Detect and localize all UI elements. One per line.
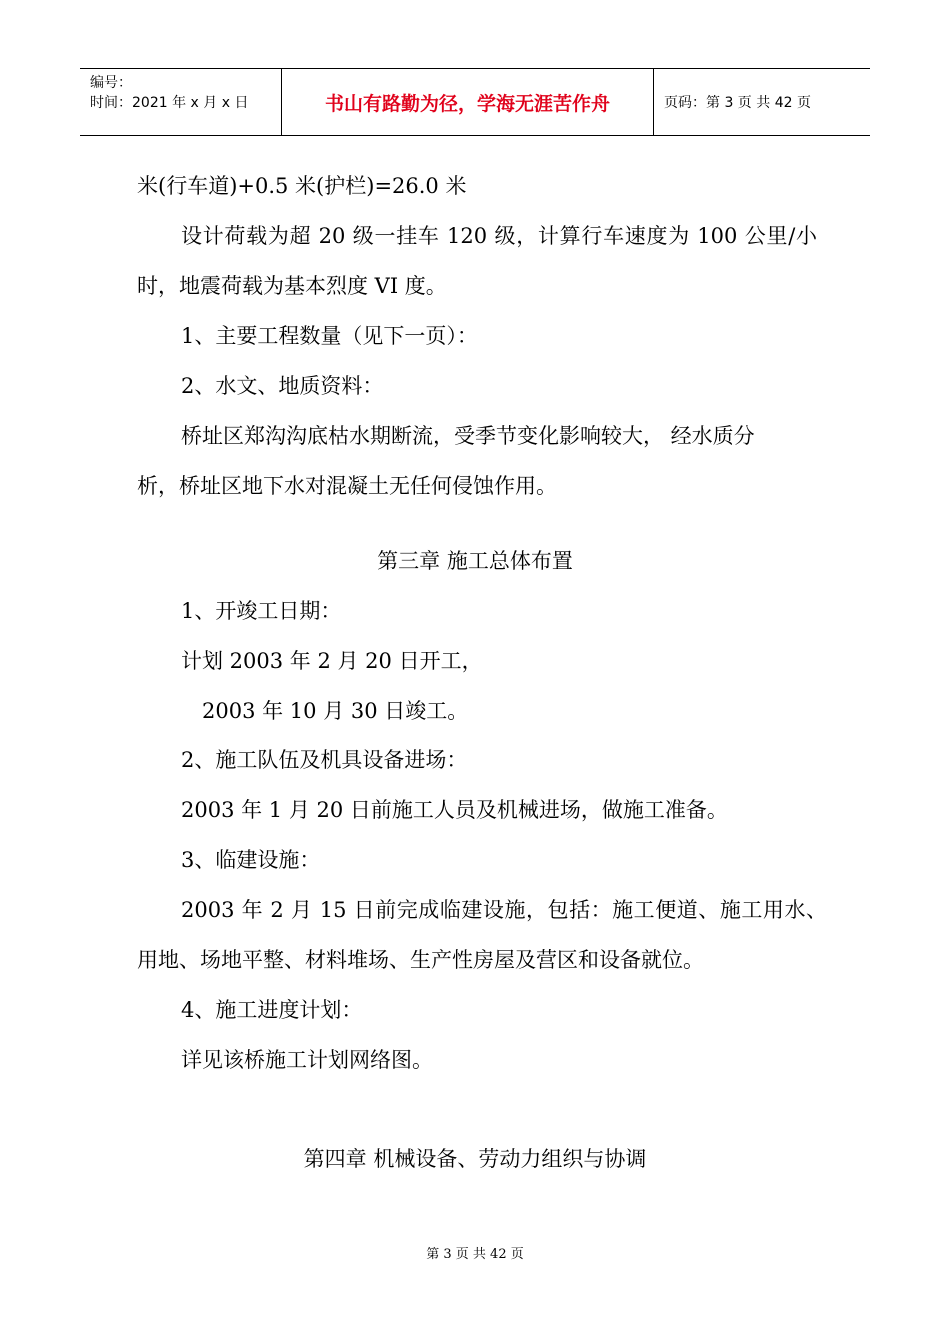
paragraph-line: 2、水文、地质资料： (181, 374, 384, 398)
paragraph-line: 桥址区郑沟沟底枯水期断流，受季节变化影响较大， 经水质分 (181, 424, 755, 448)
page-footer: 第 3 页 共 42 页 (426, 1247, 524, 1262)
paragraph-line: 计划 2003 年 2 月 20 日开工， (181, 649, 483, 673)
paragraph-line: 详见该桥施工计划网络图。 (181, 1048, 433, 1072)
paragraph-line: 1、开竣工日期： (181, 599, 342, 623)
document-date-label: 时间：2021 年 x 月 x 日 (90, 95, 249, 111)
paragraph-line: 析，桥址区地下水对混凝土无任何侵蚀作用。 (137, 474, 557, 498)
paragraph-line: 时，地震荷载为基本烈度 VI 度。 (137, 274, 447, 298)
chapter-3-title: 第三章 施工总体布置 (377, 549, 573, 573)
chapter-4-title: 第四章 机械设备、劳动力组织与协调 (303, 1147, 647, 1171)
document-code-label: 编号： (90, 75, 132, 91)
header-meta (80, 69, 282, 135)
header-motto: 书山有路勤为径，学海无涯苦作舟 (282, 69, 654, 135)
paragraph-line: 1、主要工程数量（见下一页）： (181, 324, 478, 348)
paragraph-line: 2、施工队伍及机具设备进场： (181, 748, 468, 772)
paragraph-line: 2003 年 1 月 20 日前施工人员及机械进场，做施工准备。 (181, 798, 728, 822)
paragraph-line: 2003 年 10 月 30 日竣工。 (202, 699, 469, 723)
header-page-info: 页码：第 3 页 共 42 页 (664, 95, 811, 111)
paragraph-line: 3、临建设施： (181, 848, 321, 872)
paragraph-line: 设计荷载为超 20 级一挂车 120 级，计算行车速度为 100 公里/小 (181, 224, 817, 248)
paragraph-line: 2003 年 2 月 15 日前完成临建设施，包括：施工便道、施工用水、 (181, 898, 827, 922)
paragraph-line: 4、施工进度计划： (181, 998, 363, 1022)
paragraph-line: 用地、场地平整、材料堆场、生产性房屋及营区和设备就位。 (137, 948, 704, 972)
paragraph-line: 米(行车道)+0.5 米(护栏)=26.0 米 (137, 174, 467, 198)
page-header (80, 68, 870, 136)
